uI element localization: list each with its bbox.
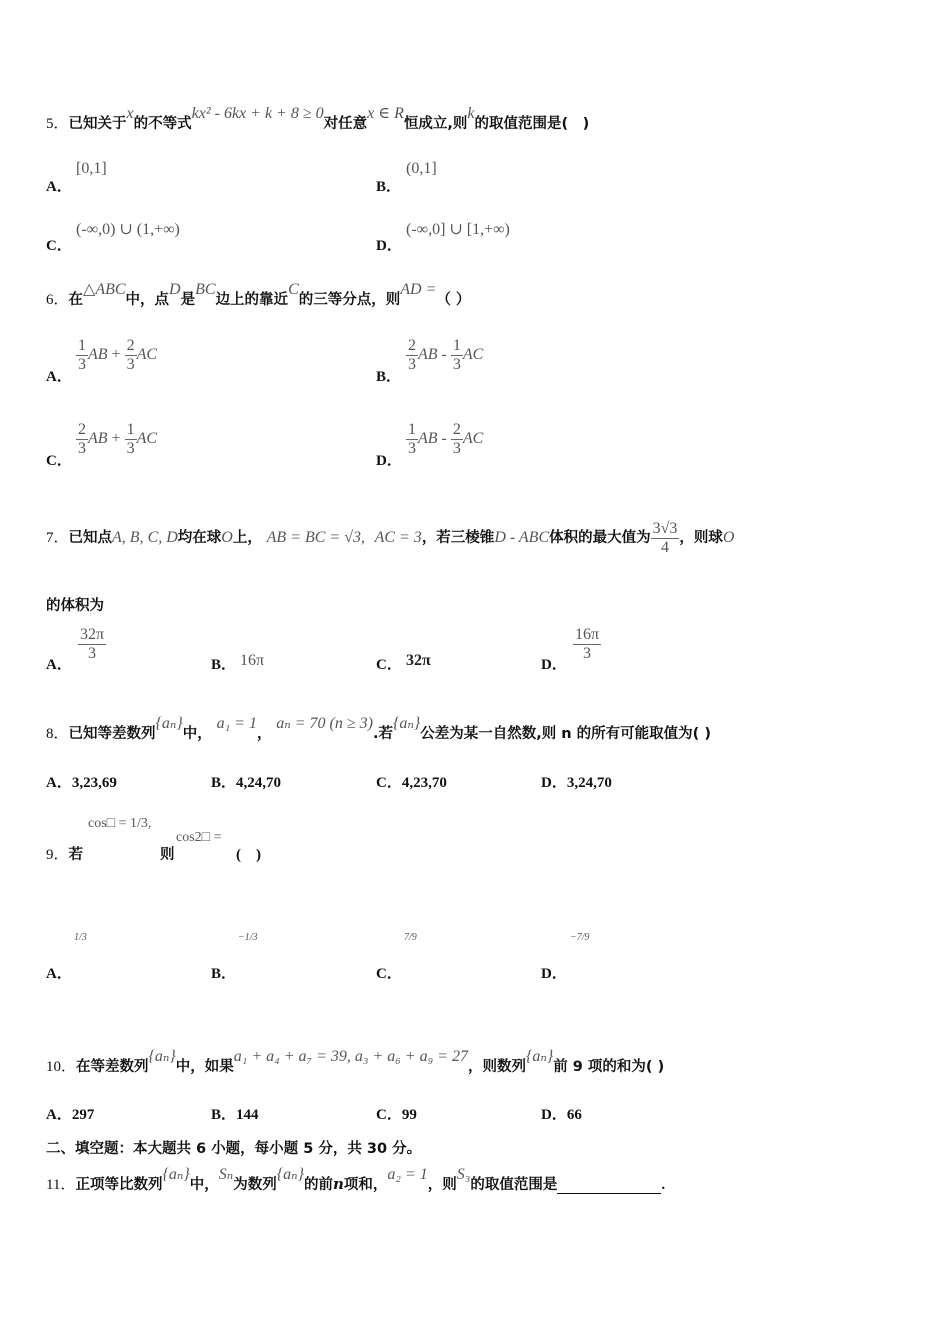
option-value: 16π <box>240 652 265 669</box>
option-label: A． <box>46 657 72 673</box>
option-label: B．144 <box>211 1107 259 1123</box>
option-label: C．4,23,70 <box>376 775 447 791</box>
option-label: B． <box>211 657 237 673</box>
option-value: −1/3 <box>238 932 258 943</box>
question-6: 6．在△ABC中，点D是BC边上的靠近C的三等分点，则AD =（ ） <box>46 281 471 308</box>
question-7: 7．已知点A, B, C, D均在球O上， AB = BC = √3, AC = 3，若三棱锥D - ABC体积的最大值为 $\frac{3√3}{4}$ ，则球O <box>46 520 735 556</box>
section-heading: 二、填空题：本大题共 6 小题，每小题 5 分，共 30 分。 <box>46 1141 422 1157</box>
option-label: A． <box>46 369 72 385</box>
option-label: A．3,23,69 <box>46 775 117 791</box>
option-label: C． <box>376 657 402 673</box>
question-11: 11．正项等比数列{aₙ}中，Sₙ为数列{aₙ}的前n项和，a₂ = 1，则S₃的取值范围是 . <box>46 1166 666 1193</box>
option-value: $\frac{1}{3}$ AB - $\frac{2}{3}$ AC <box>408 421 484 457</box>
question-9-paren: ( ) <box>236 847 261 863</box>
option-value: 7/9 <box>404 932 417 943</box>
option-label: B． <box>376 369 402 385</box>
option-value: 32π <box>406 652 431 669</box>
option-label: D．3,24,70 <box>541 775 612 791</box>
option-label: D． <box>376 238 402 254</box>
option-label: B． <box>211 966 237 982</box>
option-value: −7/9 <box>570 932 590 943</box>
option-label: D． <box>541 966 567 982</box>
option-value: $\frac{2}{3}$ AB + $\frac{1}{3}$ AC <box>78 421 158 457</box>
question-8: 8．已知等差数列{aₙ}中， a₁ = 1， aₙ = 70 (n ≥ 3).若{aₙ}公差为某一自然数,则 n 的所有可能取值为( ) <box>46 715 711 742</box>
option-label: C． <box>46 453 72 469</box>
answer-blank[interactable] <box>557 1179 661 1194</box>
option-label: D． <box>376 453 402 469</box>
option-value: $\frac{16\pi}{3}$ <box>575 626 600 662</box>
option-value: (0,1] <box>406 160 437 177</box>
question-9-expr: cos2□ = <box>176 830 222 845</box>
option-value: $\frac{32\pi}{3}$ <box>80 626 105 662</box>
option-label: B．4,24,70 <box>211 775 282 791</box>
option-label: A． <box>46 179 72 195</box>
option-label: A． <box>46 966 72 982</box>
option-label: D． <box>541 657 567 673</box>
option-value: $\frac{1}{3}$ AB + $\frac{2}{3}$ AC <box>78 337 158 373</box>
question-10: 10．在等差数列{aₙ}中，如果a₁ + a₄ + a₇ = 39, a₃ + a₆ + a₉ = 27，则数列{aₙ}前 9 项的和为( ) <box>46 1048 665 1075</box>
option-value: [0,1] <box>76 160 107 177</box>
option-label: C． <box>376 966 402 982</box>
option-label: A．297 <box>46 1107 95 1123</box>
option-value: (-∞,0] ∪ [1,+∞) <box>406 221 510 238</box>
option-label: B． <box>376 179 402 195</box>
option-label: C． <box>46 238 72 254</box>
option-value: $\frac{2}{3}$ AB - $\frac{1}{3}$ AC <box>408 337 484 373</box>
option-label: C．99 <box>376 1107 417 1123</box>
question-9: 9．若 <box>46 847 84 863</box>
question-9-condition: cos□ = 1/3, <box>88 816 152 831</box>
option-label: D．66 <box>541 1107 582 1123</box>
question-7-line2: 的体积为 <box>46 598 104 614</box>
question-5: 5．已知关于x的不等式kx² - 6kx + k + 8 ≥ 0对任意x ∈ R恒成立,则k的取值范围是( ) <box>46 105 590 132</box>
option-value: 1/3 <box>74 932 87 943</box>
option-value: (-∞,0) ∪ (1,+∞) <box>76 221 180 238</box>
question-9-text: 则 <box>160 847 175 863</box>
